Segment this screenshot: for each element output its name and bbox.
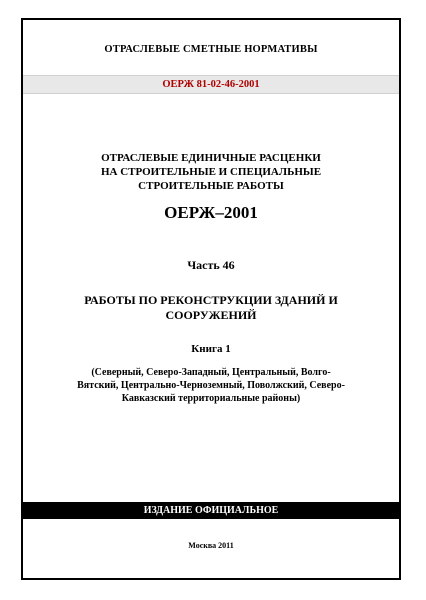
regions-note xyxy=(23,366,399,405)
section-title-line: РАБОТЫ ПО РЕКОНСТРУКЦИИ ЗДАНИЙ И xyxy=(84,293,338,307)
regions-line: Вятский, Центрально-Черноземный, Поволжский, Северо- xyxy=(77,380,345,391)
book-number: Книга 1 xyxy=(191,343,231,355)
subtitle-line: СТРОИТЕЛЬНЫЕ РАБОТЫ xyxy=(138,180,284,192)
regions-line: (Северный, Северо-Западный, Центральный, Волго- xyxy=(91,367,331,378)
series-heading: ОТРАСЛЕВЫЕ СМЕТНЫЕ НОРМАТИВЫ xyxy=(104,44,318,55)
official-edition-bar: ИЗДАНИЕ ОФИЦИАЛЬНОЕ xyxy=(23,502,399,519)
section-title xyxy=(23,293,399,323)
part-number: Часть 46 xyxy=(187,258,235,272)
section-title-line: СООРУЖЕНИЙ xyxy=(165,308,257,322)
subtitle-line: НА СТРОИТЕЛЬНЫЕ И СПЕЦИАЛЬНЫЕ xyxy=(100,166,322,178)
subtitle xyxy=(23,151,399,193)
publication-place-year: Москва 2011 xyxy=(188,541,234,550)
document-code-band: ОЕРЖ 81-02-46-2001 xyxy=(23,75,399,94)
main-title: ОЕРЖ–2001 xyxy=(164,203,258,222)
subtitle-line: ОТРАСЛЕВЫЕ ЕДИНИЧНЫЕ РАСЦЕНКИ xyxy=(101,152,321,164)
regions-line: Кавказский территориальные районы) xyxy=(121,393,301,404)
